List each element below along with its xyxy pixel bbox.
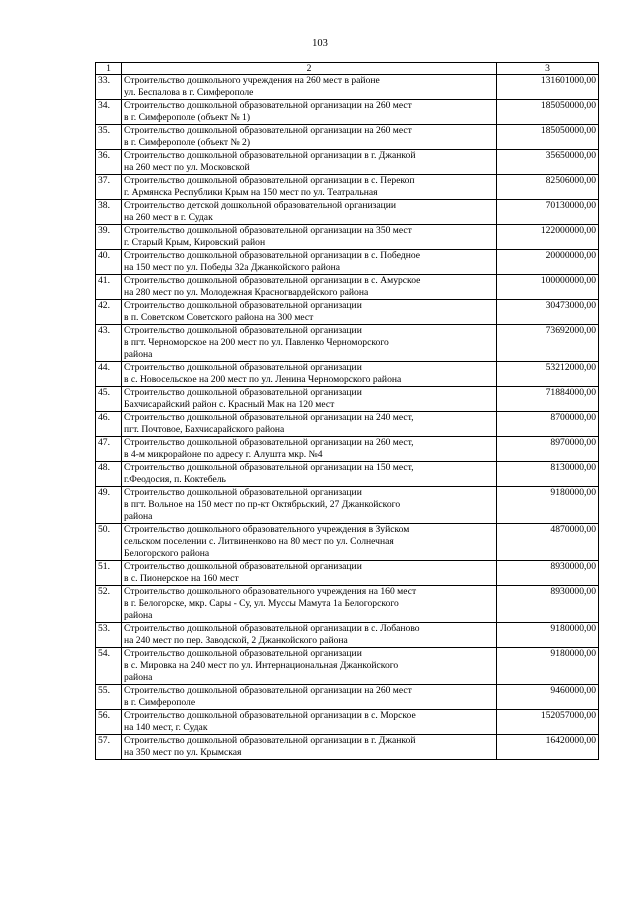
table-row (96, 100, 599, 125)
table-row (96, 586, 599, 623)
description-line: Строительство дошкольной образовательной организации на 260 мест (124, 100, 412, 111)
description-line: района (124, 511, 153, 522)
row-number: 36. (96, 150, 122, 175)
row-number: 40. (96, 250, 122, 275)
description-line: района (124, 610, 153, 621)
description-line: Строительство дошкольной образовательной организации (124, 561, 362, 572)
description-line: Строительство дошкольной образовательной организации в с. Амурское (124, 275, 421, 286)
row-amount: 152057000,00 (497, 710, 599, 735)
table-row (96, 275, 599, 300)
description-line: Строительство дошкольного образовательного учреждения в Зуйском (124, 524, 410, 535)
description-line: Строительство дошкольной образовательной организации на 260 мест (124, 685, 412, 696)
row-number: 54. (96, 648, 122, 685)
table-row (96, 462, 599, 487)
description-line: Строительство дошкольной образовательной организации (124, 325, 362, 336)
description-line: Строительство дошкольной образовательной организации (124, 362, 362, 373)
row-description (122, 561, 497, 586)
row-number: 39. (96, 225, 122, 250)
description-line: в г. Симферополе (объект № 2) (124, 137, 251, 148)
table-body (96, 75, 599, 760)
row-number: 48. (96, 462, 122, 487)
table-row (96, 125, 599, 150)
row-description (122, 524, 497, 561)
table-row (96, 412, 599, 437)
row-amount: 71884000,00 (497, 387, 599, 412)
row-number: 34. (96, 100, 122, 125)
description-line: Строительство дошкольной образовательной организации на 350 мест (124, 225, 412, 236)
table-row (96, 685, 599, 710)
page-number: 103 (312, 38, 328, 49)
table-row (96, 150, 599, 175)
description-line: в с. Пионерское на 160 мест (124, 573, 239, 584)
table-row (96, 710, 599, 735)
description-line: на 140 мест, г. Судак (124, 722, 208, 733)
row-amount: 8930000,00 (497, 586, 599, 623)
row-description (122, 75, 497, 100)
row-description (122, 200, 497, 225)
description-line: Бахчисарайский район с. Красный Мак на 120 мест (124, 399, 335, 410)
row-number: 56. (96, 710, 122, 735)
table-row (96, 250, 599, 275)
description-line: Строительство дошкольного учреждения на 260 мест в районе (124, 75, 380, 86)
row-amount: 4870000,00 (497, 524, 599, 561)
row-description (122, 362, 497, 387)
row-number: 49. (96, 487, 122, 524)
description-line: Строительство дошкольной образовательной организации на 260 мест, (124, 437, 414, 448)
row-number: 42. (96, 300, 122, 325)
description-line: Строительство дошкольной образовательной организации в с. Победное (124, 250, 421, 261)
budget-table (95, 62, 599, 760)
description-line: Строительство дошкольного образовательного учреждения на 160 мест (124, 586, 417, 597)
description-line: Белогорского района (124, 548, 210, 559)
description-line: в г. Белогорске, мкр. Сары - Су, ул. Муссы Мамута 1а Белогорского (124, 598, 399, 609)
row-amount: 8930000,00 (497, 561, 599, 586)
description-line: в г. Симферополе (124, 697, 196, 708)
description-line: Строительство дошкольной образовательной организации (124, 648, 362, 659)
table-row (96, 648, 599, 685)
row-description (122, 387, 497, 412)
description-line: Строительство детской дошкольной образовательной организации (124, 200, 397, 211)
table-row (96, 437, 599, 462)
row-number: 37. (96, 175, 122, 200)
row-number: 44. (96, 362, 122, 387)
description-line: Строительство дошкольной образовательной организации на 260 мест (124, 125, 412, 136)
table-row (96, 623, 599, 648)
description-line: Строительство дошкольной образовательной организации на 240 мест, (124, 412, 414, 423)
table-row (96, 387, 599, 412)
row-description (122, 275, 497, 300)
row-amount: 16420000,00 (497, 735, 599, 760)
description-line: в с. Мировка на 240 мест по ул. Интернациональная Джанкойского (124, 660, 399, 671)
row-description (122, 735, 497, 760)
description-line: Строительство дошкольной образовательной организации в г. Джанкой (124, 735, 416, 746)
description-line: Строительство дошкольной образовательной организации в с. Лобаново (124, 623, 420, 634)
row-description (122, 487, 497, 524)
row-description (122, 586, 497, 623)
table-row (96, 735, 599, 760)
description-line: в пгт. Вольное на 150 мест по пр-кт Октябрьский, 27 Джанкойского (124, 499, 401, 510)
header-col-1: 1 (96, 63, 122, 75)
row-amount: 20000000,00 (497, 250, 599, 275)
row-number: 41. (96, 275, 122, 300)
description-line: на 240 мест по пер. Заводской, 2 Джанкойского района (124, 635, 348, 646)
row-amount: 131601000,00 (497, 75, 599, 100)
row-number: 52. (96, 586, 122, 623)
description-line: Строительство дошкольной образовательной организации (124, 487, 362, 498)
description-line: Строительство дошкольной образовательной организации (124, 387, 362, 398)
header-col-2: 2 (122, 63, 497, 75)
header-col-3: 3 (497, 63, 599, 75)
row-number: 33. (96, 75, 122, 100)
description-line: на 260 мест по ул. Московской (124, 162, 250, 173)
table-row (96, 561, 599, 586)
description-line: района (124, 672, 153, 683)
description-line: сельском поселении с. Литвиненково на 80 мест по ул. Солнечная (124, 536, 394, 547)
row-description (122, 150, 497, 175)
row-amount: 53212000,00 (497, 362, 599, 387)
row-amount: 9180000,00 (497, 648, 599, 685)
description-line: на 350 мест по ул. Крымская (124, 747, 242, 758)
row-amount: 9460000,00 (497, 685, 599, 710)
row-amount: 185050000,00 (497, 125, 599, 150)
row-number: 38. (96, 200, 122, 225)
row-amount: 8700000,00 (497, 412, 599, 437)
row-amount: 35650000,00 (497, 150, 599, 175)
table-row (96, 225, 599, 250)
row-description (122, 300, 497, 325)
row-amount: 82506000,00 (497, 175, 599, 200)
description-line: района (124, 349, 153, 360)
description-line: Строительство дошкольной образовательной организации в с. Перекоп (124, 175, 415, 186)
row-amount: 9180000,00 (497, 623, 599, 648)
table-row (96, 524, 599, 561)
description-line: в с. Новосельское на 200 мест по ул. Ленина Черноморского района (124, 374, 402, 385)
row-amount: 9180000,00 (497, 487, 599, 524)
row-description (122, 462, 497, 487)
row-amount: 122000000,00 (497, 225, 599, 250)
row-description (122, 685, 497, 710)
row-description (122, 412, 497, 437)
description-line: Строительство дошкольной образовательной организации в с. Морское (124, 710, 416, 721)
row-description (122, 125, 497, 150)
row-number: 43. (96, 325, 122, 362)
row-amount: 73692000,00 (497, 325, 599, 362)
row-amount: 8130000,00 (497, 462, 599, 487)
description-line: в пгт. Черноморское на 200 мест по ул. Павленко Черноморского (124, 337, 389, 348)
row-number: 46. (96, 412, 122, 437)
row-amount: 100000000,00 (497, 275, 599, 300)
row-number: 55. (96, 685, 122, 710)
description-line: пгт. Почтовое, Бахчисарайского района (124, 424, 285, 435)
table-row (96, 300, 599, 325)
row-number: 45. (96, 387, 122, 412)
row-amount: 30473000,00 (497, 300, 599, 325)
description-line: Строительство дошкольной образовательной организации на 150 мест, (124, 462, 414, 473)
row-description (122, 325, 497, 362)
row-number: 57. (96, 735, 122, 760)
row-number: 47. (96, 437, 122, 462)
row-amount: 70130000,00 (497, 200, 599, 225)
description-line: ул. Беспалова в г. Симферополе (124, 87, 254, 98)
row-description (122, 100, 497, 125)
table-row (96, 362, 599, 387)
description-line: г. Старый Крым, Кировский район (124, 237, 266, 248)
row-description (122, 710, 497, 735)
table-header (96, 63, 599, 75)
description-line: г.Феодосия, п. Коктебель (124, 474, 226, 485)
description-line: Строительство дошкольной образовательной организации в г. Джанкой (124, 150, 416, 161)
row-amount: 185050000,00 (497, 100, 599, 125)
table-row (96, 75, 599, 100)
description-line: в п. Советском Советского района на 300 мест (124, 312, 314, 323)
row-description (122, 623, 497, 648)
row-description (122, 225, 497, 250)
description-line: на 260 мест в г. Судак (124, 212, 213, 223)
row-number: 50. (96, 524, 122, 561)
row-description (122, 175, 497, 200)
row-amount: 8970000,00 (497, 437, 599, 462)
description-line: на 280 мест по ул. Молодежная Красногвардейского района (124, 287, 369, 298)
row-description (122, 648, 497, 685)
table-row (96, 200, 599, 225)
row-description (122, 437, 497, 462)
description-line: в г. Симферополе (объект № 1) (124, 112, 251, 123)
table-row (96, 325, 599, 362)
description-line: в 4-м микрорайоне по адресу г. Алушта мкр. №4 (124, 449, 323, 460)
description-line: Строительство дошкольной образовательной организации (124, 300, 362, 311)
description-line: на 150 мест по ул. Победы 32а Джанкойского района (124, 262, 341, 273)
row-number: 53. (96, 623, 122, 648)
row-number: 35. (96, 125, 122, 150)
row-description (122, 250, 497, 275)
table-row (96, 487, 599, 524)
table-row (96, 175, 599, 200)
description-line: г. Армянска Республики Крым на 150 мест по ул. Театральная (124, 187, 378, 198)
row-number: 51. (96, 561, 122, 586)
